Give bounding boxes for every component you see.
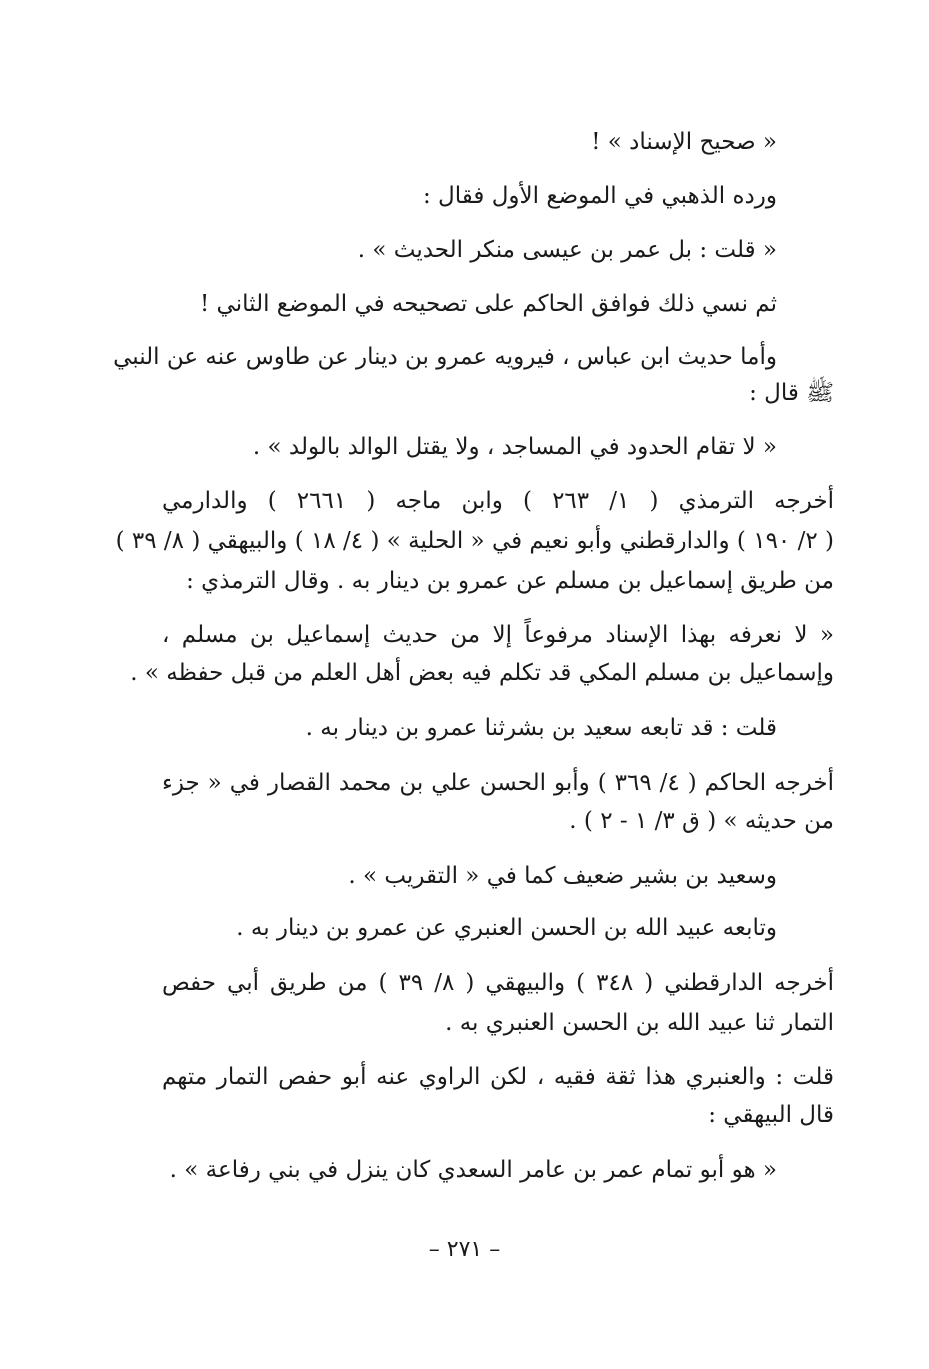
text-line: قلت : قد تابعه سعيد بن بشرثنا عمرو بن دينار به . [305,715,777,741]
text-line: وأما حديث ابن عباس ، فيرويه عمرو بن دينار عن طاوس عنه عن النبي [113,344,777,370]
text-line: « صحيح الإسناد » ! [591,129,777,155]
quote-line: « هو أبو تمام عمر بن عامر السعدي كان ينزل في بني رفاعة » . [169,1157,777,1183]
text-line: ( ٢/ ١٩٠ ) والدارقطني وأبو نعيم في « الحلية » ( ٤/ ١٨ ) والبيهقي ( ٨/ ٣٩ ) [115,528,834,554]
text-line: وسعيد بن بشير ضعيف كما في « التقريب » . [348,863,777,889]
text-line: التمار ثنا عبيد الله بن الحسن العنبري به . [445,1010,834,1036]
quote-line: « لا تقام الحدود في المساجد ، ولا يقتل الوالد بالولد » . [252,434,777,460]
text-line: « قلت : بل عمر بن عيسى منكر الحديث » . [357,237,777,263]
text-line: قلت : والعنبري هذا ثقة فقيه ، لكن الراوي عنه أبو حفص التمار متهم [162,1064,834,1090]
text-line: أخرجه الدارقطني ( ٣٤٨ ) والبيهقي ( ٨/ ٣٩ ) من طريق أبي حفص [162,970,834,996]
text-line: ﷺ قال : [749,380,834,406]
text-line: من طريق إسماعيل بن مسلم عن عمرو بن دينار به . وقال الترمذي : [186,568,834,594]
text-line: أخرجه الحاكم ( ٤/ ٣٦٩ ) وأبو الحسن علي بن محمد القصار في « جزء [162,770,834,796]
text-line: من حديثه » ( ق ٣/ ١ - ٢ ) . [569,808,834,834]
text-line: قال البيهقي : [708,1102,834,1128]
text-line: أخرجه الترمذي ( ١/ ٢٦٣ ) وابن ماجه ( ٢٦٦١ ) والدارمي [162,488,834,514]
quote-line: « لا نعرفه بهذا الإسناد مرفوعاً إلا من حديث إسماعيل بن مسلم ، [162,622,834,648]
text-line: ورده الذهبي في الموضع الأول فقال : [422,183,777,209]
quote-line: وإسماعيل بن مسلم المكي قد تكلم فيه بعض أهل العلم من قبل حفظه » . [130,660,834,686]
text-line: ثم نسي ذلك فوافق الحاكم على تصحيحه في الموضع الثاني ! [200,291,777,317]
page-number: – ٢٧١ – [428,1237,501,1262]
text-line: وتابعه عبيد الله بن الحسن العنبري عن عمرو بن دينار به . [236,915,777,941]
